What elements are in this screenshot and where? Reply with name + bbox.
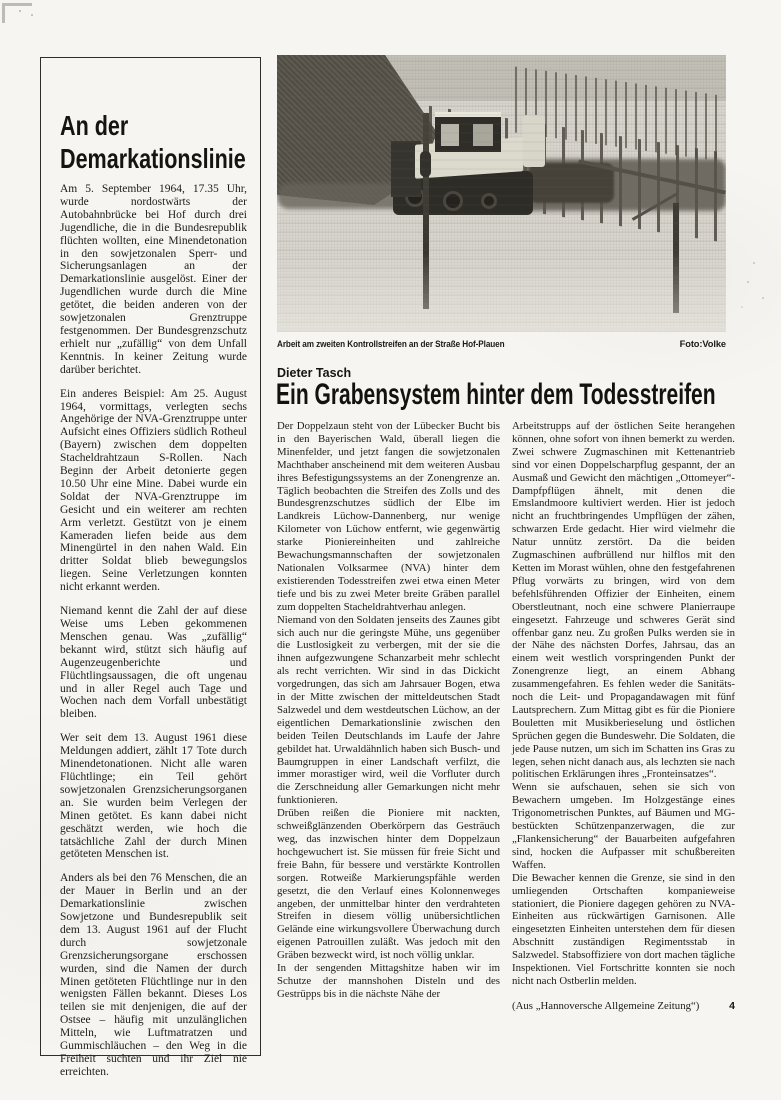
article-author: Dieter Tasch	[277, 366, 352, 380]
article-paragraph: Arbeitstrupps auf der östlichen Seite herangehen können, ohne sofort von ihnen bemerkt zu werden. Zwei schwere Zugmaschinen mit Kettenantrieb sind vor einen Doppelscharpflug gespannt, der an Ausmaß und Gewicht den mächtigen „Ottomeyer“-Dampfpflügen ähnelt, mit denen die Emslandmoore kultiviert werden. Hier ist jedoch nicht an fruchtbringendes Umpflügen der zähen, schwarzen Erde gedacht. Hier wird vielmehr die Natur unnütz zerstört. Da die beiden Zugmaschinen aufbrüllend nur hilflos mit den Ketten im Morast wühlen, ohne den festgefahrenen Pflug vorwärts zu bringen, wird von dem befehlsführenden Offizier der Einheiten, einem Oberstleutnant, noch eine schwere Planierraupe eingesetzt. Fahrzeuge und schweres Gerät sind offenbar ganz neu. Zu großen Pulks werden sie in der Nähe des nächsten Dorfes, Jahrsau, das an einem weit westlich vorspringenden Punkt der Zonengrenze liegt, an einem Abhang zusammengefahren. Es fehlen weder die Sanitäts- noch die Leit- und Propagandawagen mit fünf Lautsprechern. Zum Mittag gibt es für die Pioniere Bouletten mit Musikberieselung und östlichen Sprüchen gegen die Bundeswehr. Die Soldaten, die jede Pause nutzen, um sich im Schatten ins Gras zu legen, sehen nicht danach aus, als lechzten sie nach politischen Erklärungen ihres „Fronteinsatzes“.	[512, 420, 735, 781]
photo-caption-row	[277, 339, 726, 349]
sidebar-paragraph: Anders als bei den 76 Menschen, die an der Mauer in Berlin und an der Demarkationslinie zwischen Sowjetzone und Bundesrepublik seit dem 13. August 1961 auf der Flucht durch sowjetzonale Grenzsicherungsorgane erschossen wurden, sind die Namen der durch Minen getöteten Flüchtlinge nur in den wenigsten Fällen bekannt. Dieses Los teilen sie mit denjenigen, die auf der Ostsee – häufig mit unzulänglichen Mitteln, wie Luftmatratzen und Gummischläuchen – den Weg in die Freiheit suchten und ihr Ziel nie erreichten.	[60, 872, 247, 1078]
article-source: (Aus „Hannoversche Allgemeine Zeitung“)	[512, 999, 700, 1012]
article-photo	[277, 55, 726, 332]
article-paragraph: In der sengenden Mittagshitze haben wir im Schutze der mannshohen Disteln und des Gestrüpps bis in die nächste Nähe der	[277, 962, 500, 1000]
sidebar-title-line-2: Demarkationslinie	[60, 143, 246, 174]
photo-foreground-light	[277, 252, 726, 332]
sidebar-article-title	[60, 109, 246, 175]
article-paragraph: Der Doppelzaun steht von der Lübecker Bucht bis in den Bayerischen Wald, überall liegen die Minenfelder, und jetzt fangen die sowjetzonalen Machthaber anscheinend mit dem weiteren Ausbau ihres Befestigungssystems an der Zonengrenze an. Täglich beobachten die Streifen des Zolls und des Bundesgrenzschutzes südlich der Elbe im Landkreis Lüchow-Dannenberg, nur wenige Kilometer von Lüchow entfernt, wie gegenwärtig starke Pioniereinheiten und zahlreiche Bewachungsmannschaften der sowjetzonalen Nationalen Volksarmee (NVA) hinter dem existierenden Todesstreifen zwei etwa einen Meter tiefe und bis zu zwei Meter breite Gräben parallel zum doppelten Stacheldrahtverhau anlegen.	[277, 420, 500, 613]
article-columns	[277, 420, 735, 1012]
sidebar-title-line-1: An der	[60, 110, 129, 141]
article-paragraph: Drüben reißen die Pioniere mit nackten, schweißglänzenden Oberkörpern das Gesträuch weg, das inzwischen hinter dem Doppelzaun hochgewuchert ist. Sie müssen für freie Sicht und freie Bahn, für bessere und verstärkte Kontrollen sorgen. Rotweiße Markierungspfähle werden gesetzt, die den Verlauf eines Kolonnenweges angeben, der unmittelbar hinter den verdrahteten Streifen in diesem völlig unübersichtlichen Gelände eine wirkungsvollere Überwachung durch eigenen Patrouillen zuläßt. Was jedoch mit den Gräben bezweckt wird, ist noch völlig unklar.	[277, 807, 500, 962]
scan-speck	[762, 297, 764, 299]
sidebar-paragraph: Niemand kennt die Zahl der auf diese Weise ums Leben gekommenen Menschen genau. Was „zufällig“ bekannt wird, stützt sich häufig auf Augenzeugenberichte und Flüchtlingsaussagen, die oft ungenau und in aller Regel auch Tage und Wochen nach dem Vorfall unbestätigt bleiben.	[60, 605, 247, 721]
article-column-1	[277, 420, 500, 1012]
article-column-2	[512, 420, 735, 1012]
article-paragraph: Wenn sie aufschauen, sehen sie sich von Bewachern umgeben. Im Holzgestänge eines Trigonometrischen Punktes, auf Bäumen und MG-bestückten Schützenpanzerwagen, die zur „Flankensicherung“ der Bauarbeiten aufgefahren sind, hocken die Aufpasser mit schußbereiten Waffen.	[512, 781, 735, 871]
article-paragraph: Die Bewacher kennen die Grenze, sie sind in den umliegenden Ortschaften kompanieweise stationiert, die Pioniere dagegen gehören zu NVA-Einheiten aus rückwärtigen Garnisonen. Alle eingesetzten Einheiten unterstehen dem für diesen Abschnitt zuständigen Regimentsstab in Salzwedel. Stabsoffiziere von dort machen tägliche Inspektionen. Viel Fortschritte konnten sie noch nicht nach Ostberlin melden.	[512, 871, 735, 987]
photo-credit: Foto:Volke	[679, 339, 726, 349]
scan-speck	[753, 262, 755, 264]
scan-corner-mark	[2, 3, 40, 25]
photo-caption: Arbeit am zweiten Kontrollstreifen an der Straße Hof-Plauen	[277, 339, 505, 349]
sidebar-article-box	[40, 57, 261, 1078]
article-source-row	[512, 1000, 735, 1012]
article-paragraph: Niemand von den Soldaten jenseits des Zaunes gibt sich auch nur die geringste Mühe, uns gegenüber die Lustlosigkeit zu verbergen, mit der sie die ihnen aufgezwungene Schanzarbeit mehr schlecht als recht verrichten. Wir sind in das Dickicht vorgedrungen, das sich am Jahrsauer Bogen, etwa in der Mitte zwischen der mitteldeutschen Stadt Salzwedel und dem westdeutschen Lüchow, an der eigentlichen Demarkationslinie zwischen den beiden Teilen Deutschlands im Laufe der Jahre gebildet hat. Urwaldähnlich haben sich Busch- und Baumgruppen in einer Landschaft verfilzt, die immer morastiger wird, weil die Vorfluter durch die Zerschneidung aller Gemarkungen nicht mehr funktionieren.	[277, 613, 500, 807]
sidebar-paragraph: Wer seit dem 13. August 1961 diese Meldungen addiert, zählt 17 Tote durch Minendetonationen. Nicht alle waren Flüchtlinge; ein Teil gehört sowjetzonalen Grenzsicherungsorganen an. Sie wurden beim Verlegen der Minen getötet. Es kann dabei nicht geschätzt werden, wie hoch die tatsächliche Zahl der durch Minen getöteten Menschen ist.	[60, 732, 247, 861]
article-headline: Ein Grabensystem hinter dem Todesstreifen	[276, 378, 716, 411]
scan-speck	[741, 306, 743, 308]
scan-speck	[747, 281, 749, 283]
page-number: 4	[729, 999, 735, 1012]
sidebar-paragraph: Ein anderes Beispiel: Am 25. August 1964, vormittags, verlegten sechs Angehörige der NVA-Grenztruppe unter Aufsicht eines Offiziers südlich Rotheul (Bayern) zwischen dem doppelten Stacheldrahtzaun S-Rollen. Nach Beginn der Arbeit detonierte gegen 10.50 Uhr eine Mine. Dabei wurde ein Soldat der NVA-Grenztruppe im Gesicht und ein weiterer am rechten Arm verletzt. Gestützt von je einem Kameraden liefen beide aus dem Minengürtel in den nahen Wald. Ein dritter Soldat blieb bewegungslos liegen. Seine Verletzungen konnten nicht erkannt werden.	[60, 387, 247, 594]
sidebar-paragraph: Am 5. September 1964, 17.35 Uhr, wurde nordostwärts der Autobahnbrücke bei Hof durch drei Jugendliche, die in die Bundesrepublik flüchten wollten, eine Minendetonation in den sowjetzonalen Sperr- und Sicherungsanlagen an der Demarkationslinie ausgelöst. Einer der Jugendlichen wurde durch die Mine getötet, die beiden anderen von der sowjetzonalen Grenztruppe festgenommen. Der Bundesgrenzschutz erhielt nur „zufällig“ von dem Unfall Kenntnis. In keiner Zeitung wurde darüber berichtet.	[60, 183, 247, 376]
